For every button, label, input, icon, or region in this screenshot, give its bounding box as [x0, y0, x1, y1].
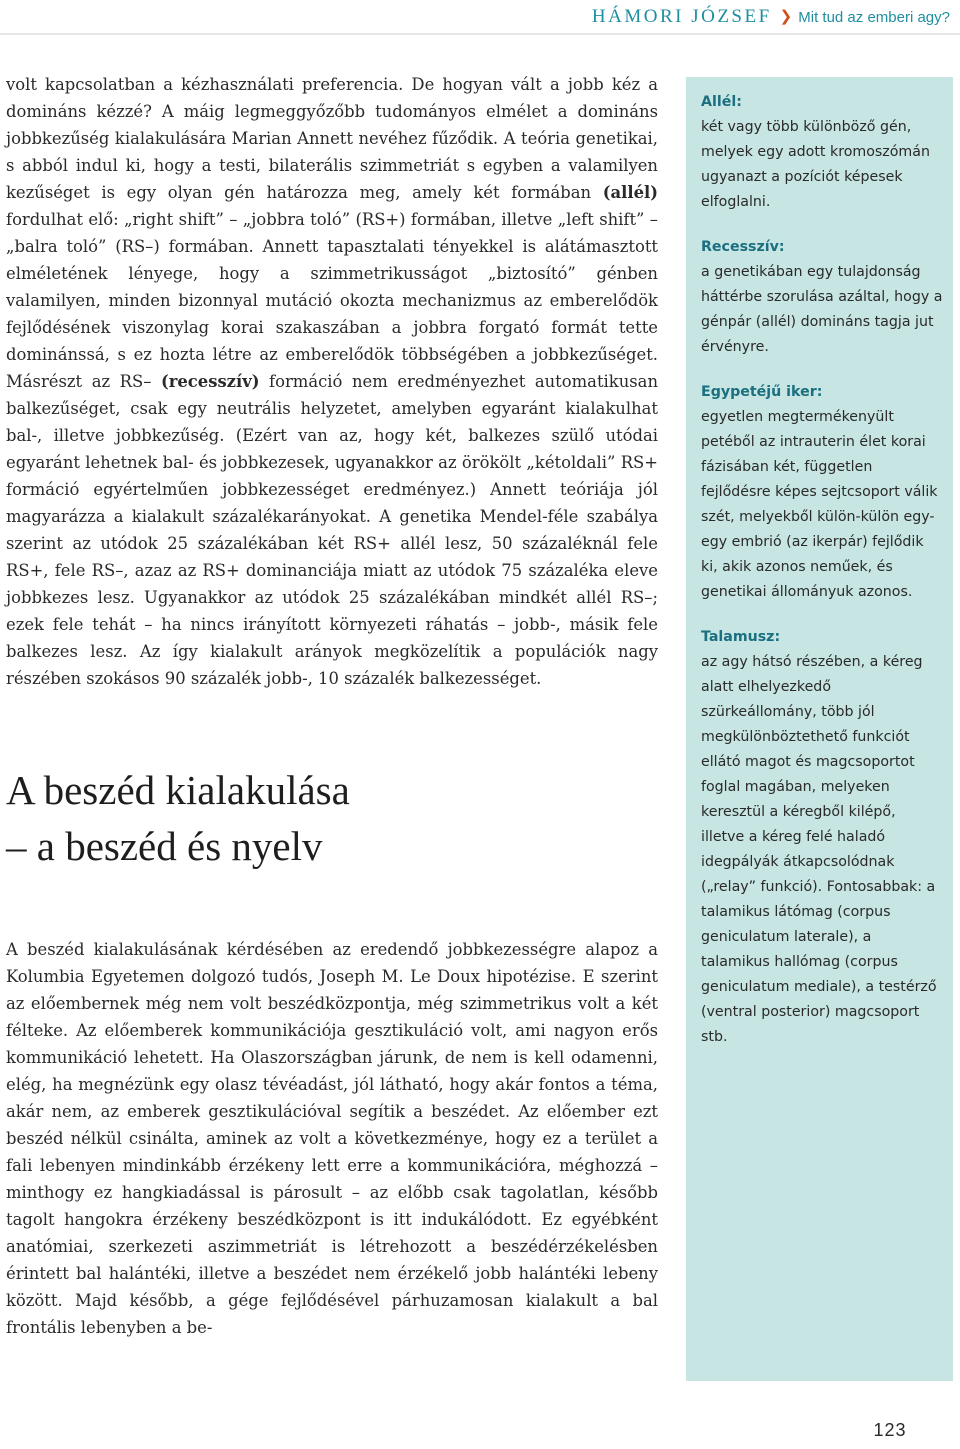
term-definition: az agy hátsó részében, a kéreg alatt elhelyezkedő szürkeállomány, több jól megkülönböztethető funkciót ellátó magot és magcsoportot foglal magában, melyeken keresztül a kéregből kilépő, illetve a kéreg felé haladó idegpályák átkapcsolódnak („relay” funkció). Fontosabbak: a talamikus látómag (corpus geniculatum laterale), a talamikus hallómag (corpus geniculatum mediale), a testérző (ventral posterior) magcsoport stb.: [701, 654, 937, 1045]
heading-line-2: – a beszéd és nyelv: [6, 823, 323, 869]
page-number: 123: [873, 1420, 907, 1440]
heading-line-1: A beszéd kialakulása: [6, 767, 350, 813]
paragraph-text: formáció nem eredményezhet automatikusan balkezűséget, csak egy neutrális helyzetet, amelyben egyaránt kialakulhat bal-, illetve jobbkezűség. (Ezért van az, hogy két, balkezes szülő utódai egyaránt lehetnek bal- és jobbkezesek, ugyanakkor az örökölt „kétoldali” RS+ formáció egyértelműen jobbkezességet eredményez.) Annett teóriája jól magyarázza a kialakult százalékarányokat. A genetika Mendel-féle szabálya szerint az utódok 25 százalékában két RS+ allél lesz, 50 százaléknál fele RS+, fele RS–, azaz az RS+ dominanciája miatt az utódok 75 százaléka eleve jobbkezes lesz. Ugyanakkor az utódok 25 százalékában mindkét allél RS–; ezek fele tehát – ha nincs irányított környezeti ráhatás – jobb-, másik fele balkezes lesz. Az így kialakult arányok megközelítik a populációk nagy részében szokásos 90 százalék jobb-, 10 százalék balkezességet.: [6, 372, 658, 688]
glossary-sidebar: [686, 77, 953, 1381]
term-title: Allél:: [701, 94, 742, 110]
body-paragraph-1: [6, 71, 658, 692]
glossary-term-allel: [701, 90, 943, 215]
bold-term-recessziv: (recesszív): [160, 372, 260, 391]
paragraph-text: fordulhat elő: „right shift” – „jobbra toló” (RS+) formában, illetve „left shift” – „balra toló” (RS–) formában. Annett tapasztalati tényekkel is alátámasztott elméletének lényege, hogy a szimmetrikusságot „biztosító” génben valamilyen, minden bizonnyal mutáció okozta mechanizmus az emberelődök fejlődésének viszonylag korai szakaszában a jobbra forgató formát tette dominánssá, s ez hozta létre az emberelődök többségében a jobbkezűséget. Másrészt az RS–: [6, 210, 658, 391]
chevron-right-icon: ❯: [779, 8, 793, 25]
glossary-term-recessziv: [701, 235, 943, 360]
page-header: [0, 0, 960, 36]
term-definition: két vagy több különböző gén, melyek egy adott kromoszómán ugyanazt a pozíciót képesek elfoglalni.: [701, 119, 930, 210]
bold-term-allel: (allél): [602, 183, 658, 202]
glossary-term-talamusz: [701, 625, 943, 1050]
glossary-term-egypetejű-iker: [701, 380, 943, 605]
term-title: Recesszív:: [701, 239, 785, 255]
running-head: [592, 6, 950, 28]
author-name: HÁMORI JÓZSEF: [591, 6, 772, 27]
series-title: Mit tud az emberi agy?: [798, 9, 950, 26]
term-title: Egypetéjű iker:: [701, 384, 823, 400]
term-definition: egyetlen megtermékenyült petéből az intrauterin élet korai fázisában két, független fejlődésre képes sejtcsoport válik szét, melyekből külön-külön egy-egy embrió (az ikerpár) fejlődik ki, akik azonos neműek, és genetikai állományuk azonos.: [701, 409, 938, 600]
section-heading: [6, 762, 658, 874]
header-divider: [0, 33, 960, 35]
term-title: Talamusz:: [701, 629, 781, 645]
main-column: [6, 71, 658, 1341]
body-paragraph-2: A beszéd kialakulásának kérdésében az eredendő jobbkezességre alapoz a Kolumbia Egyetemen dolgozó tudós, Joseph M. Le Doux hipotézise. E szerint az előembernek még nem volt beszédközpontja, még szimmetrikus volt a két félteke. Az előemberek kommunikációja gesztikuláció volt, ami nagyon erős kommunikáció lehetett. Ha Olaszországban járunk, de nem is kell odamenni, elég, ha megnézünk egy olasz tévéadást, jól látható, hogy akár fontos a téma, akár nem, az emberek gesztikulációval segítik a beszédet. Az előember ezt beszéd nélkül csinálta, aminek az volt a következménye, hogy ez a terület a fali lebenyen mindinkább érzékeny lett erre a kommunikációra, méghozzá – minthogy ez hangkiadással is párosult – az előbb csak tagolatlan, később tagolt hangokra érzékeny beszédközpont is itt indukálódott. Ez egyébként anatómiai, szerkezeti aszimmetriát is létrehozott a beszédérzékelésben érintett bal halántéki, illetve a beszédet nem érzékelő jobb halántéki lebeny között. Majd később, a gége fejlődésével párhuzamosan kialakult a bal frontális lebenyben a be-: [6, 940, 658, 1337]
paragraph-text: volt kapcsolatban a kézhasználati preferencia. De hogyan vált a jobb kéz a domináns kézzé? A máig legmeggyőzőbb tudományos elmélet a domináns jobbkezűség kialakulására Marian Annett nevéhez fűződik. A teória genetikai, s abból indul ki, hogy a testi, bilaterális szimmetriát s egyben a valamilyen kezűséget is egy olyan gén határozza meg, amely két formában: [6, 75, 658, 202]
term-definition: a genetikában egy tulajdonság háttérbe szorulása azáltal, hogy a génpár (allél) domináns tagja jut érvényre.: [701, 264, 943, 355]
